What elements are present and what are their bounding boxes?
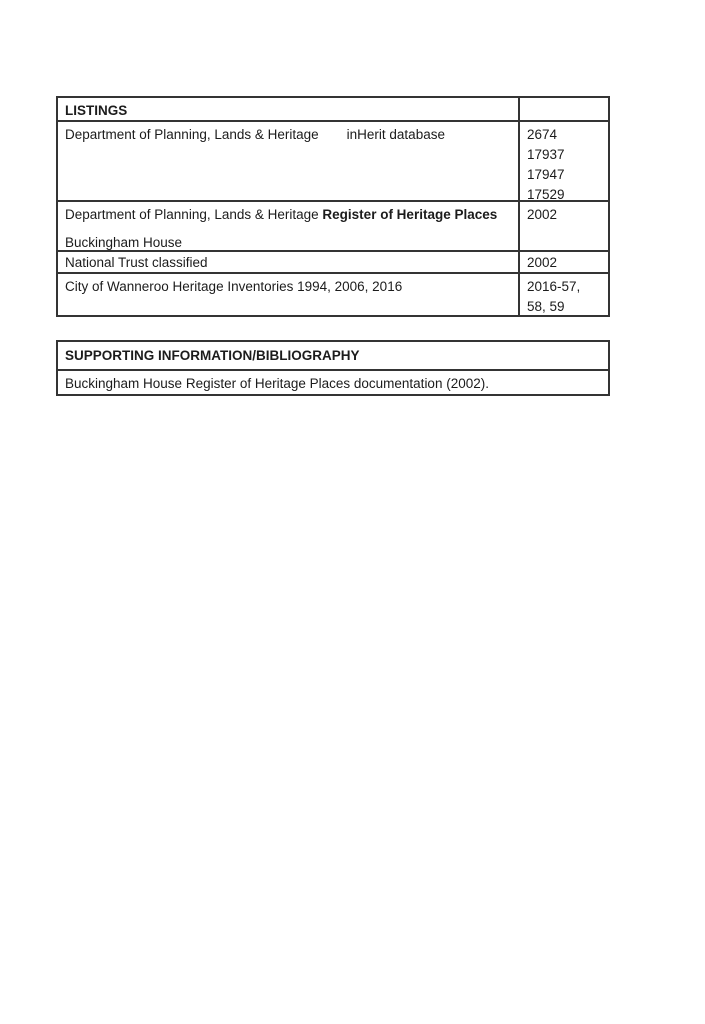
listing-ref-cell	[520, 202, 608, 250]
ref-year: 2002	[527, 207, 558, 222]
table-row	[58, 200, 608, 250]
supporting-information-table	[56, 340, 610, 396]
listings-header-ref-cell	[520, 98, 608, 120]
listing-desc-cell	[58, 202, 520, 250]
supporting-header-title: SUPPORTING INFORMATION/BIBLIOGRAPHY	[65, 348, 360, 363]
listing-desc-cell	[58, 122, 520, 200]
table-row	[58, 272, 608, 315]
listing-desc-line1	[65, 205, 511, 225]
listings-table	[56, 96, 610, 317]
table-row	[58, 369, 608, 394]
listing-organisation: Department of Planning, Lands & Heritage	[65, 127, 319, 142]
listing-ref-cell	[520, 122, 608, 200]
ref-number: 2016-57,	[527, 279, 581, 294]
listing-desc-cell	[58, 274, 520, 315]
listing-place-name: Buckingham House	[65, 235, 183, 250]
listing-classification: National Trust classified	[65, 255, 208, 270]
listing-desc-cell	[58, 252, 520, 272]
table-row	[58, 250, 608, 272]
ref-number: 17947	[527, 167, 565, 182]
listings-header-row	[58, 98, 608, 120]
listings-header-title: LISTINGS	[58, 98, 520, 120]
table-row	[58, 120, 608, 200]
ref-number: 58, 59	[527, 299, 565, 314]
ref-number: 17937	[527, 147, 565, 162]
ref-number: 17529	[527, 187, 565, 200]
listing-inventories: City of Wanneroo Heritage Inventories 1994, 2006, 2016	[65, 279, 403, 294]
supporting-header-row	[58, 342, 608, 369]
listing-database: inHerit database	[346, 127, 445, 142]
ref-year: 2002	[527, 255, 558, 270]
listing-register-title: Register of Heritage Places	[322, 207, 498, 222]
ref-number: 2674	[527, 127, 558, 142]
bibliography-entry: Buckingham House Register of Heritage Places documentation (2002).	[65, 376, 489, 391]
listing-ref-cell	[520, 252, 608, 272]
listing-ref-cell	[520, 274, 608, 315]
listing-organisation: Department of Planning, Lands & Heritage	[65, 207, 319, 222]
